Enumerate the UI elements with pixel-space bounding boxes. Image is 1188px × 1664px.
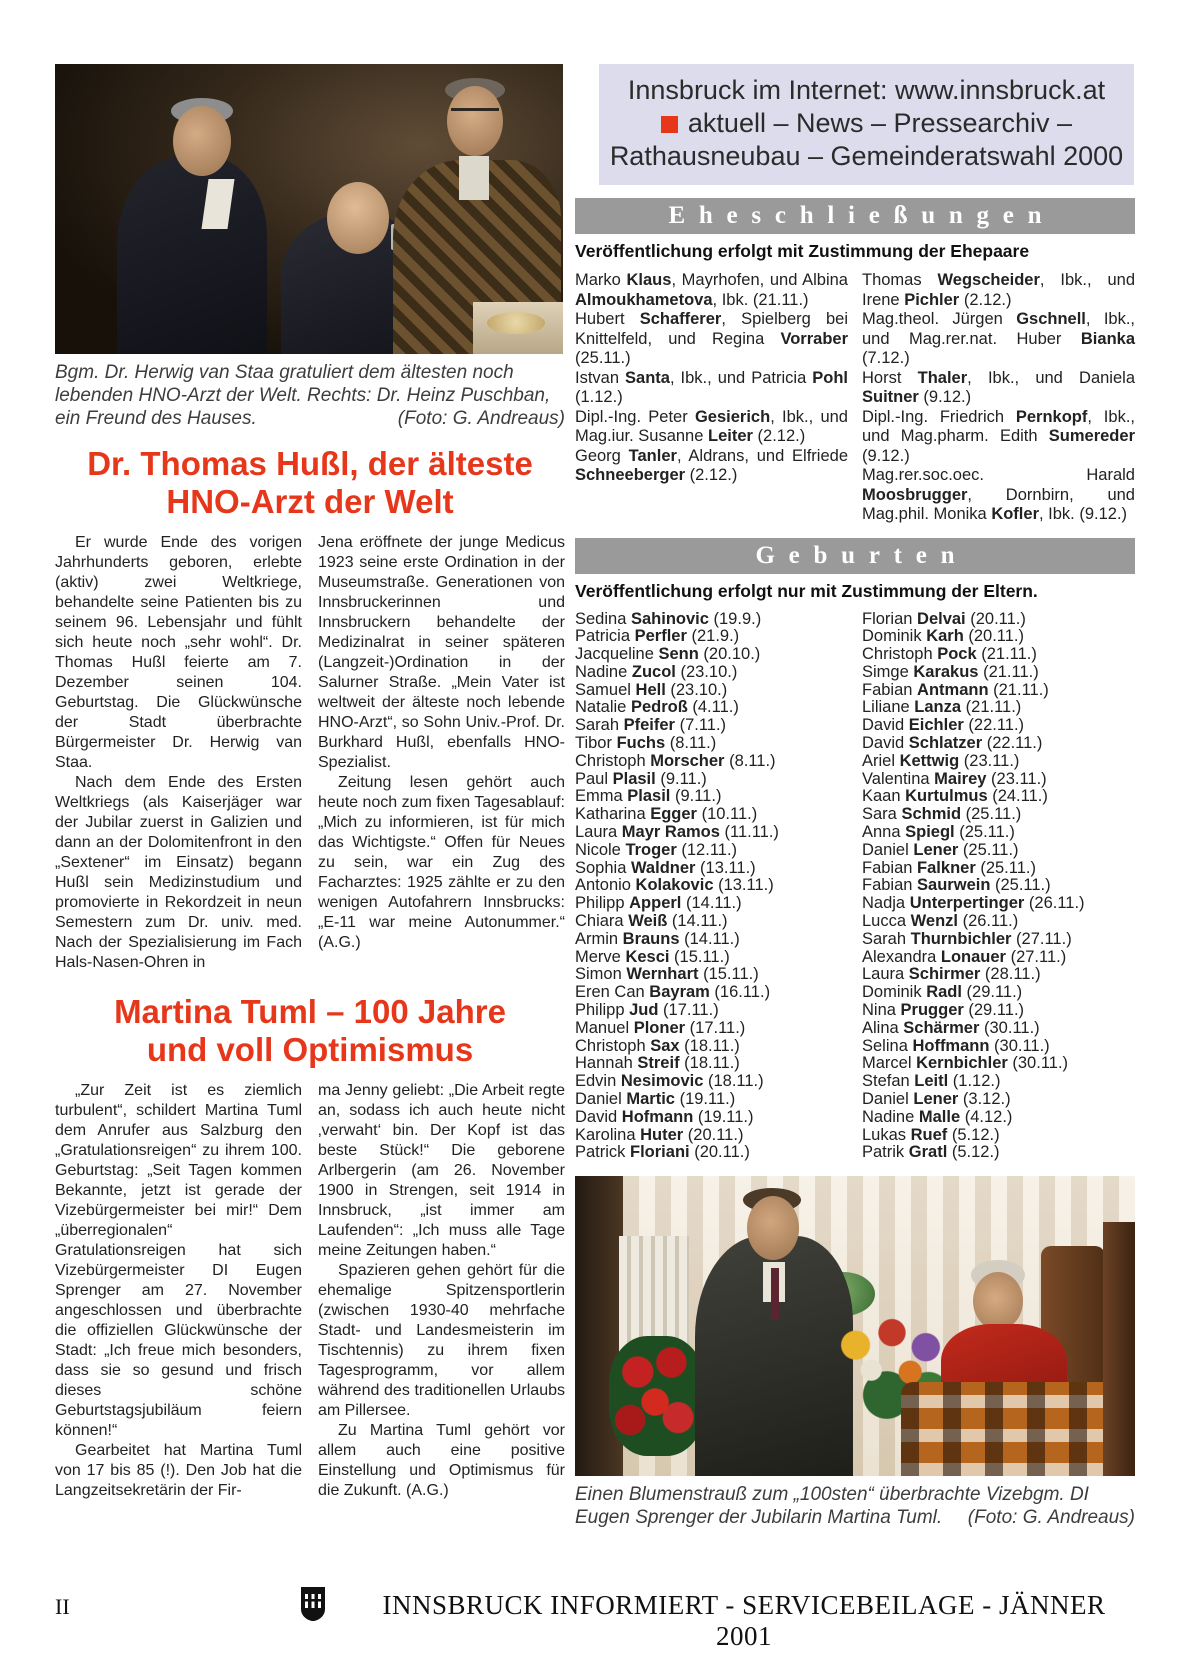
birth-entry: Alexandra Lonauer (27.11.) [862,948,1067,966]
birth-entry: Ariel Kettwig (23.11.) [862,752,1020,770]
photo-figure-van-staa [117,156,267,354]
marriage-entry: Mag.rer.soc.oec. Harald Moosbrugger, Dornbirn, und Mag.phil. Monika Kofler, Ibk. (9.12.) [862,466,1135,523]
photo-plate-shape [487,312,545,334]
photo-van-staa-congratulation [55,64,563,354]
article2-headline [55,993,565,1069]
paragraph: ma Jenny geliebt: „Die Arbeit regte an, sodass ich auch heute nicht ‚verwaht‘ bin. Der Kopf ist das beste Stück!“ Die geborene Arlbergerin (am 26. November 1900 in Strengen, seit 1914 in Innsbruck, „ist immer am Laufenden“: „Ich muss alle Tage meine Zeitungen haben.“ [318,1082,565,1259]
birth-entry: Sedina Sahinovic (19.9.) [575,610,762,628]
footer-title: INNSBRUCK INFORMIERT - SERVICEBEILAGE - JÄNNER 2001 [382,1590,1106,1651]
article1-column-1 [55,533,302,973]
birth-entry: David Schlatzer (22.11.) [862,735,1043,753]
right-column [575,64,1135,1529]
marriage-entry: Marko Klaus, Mayrhofen, und Albina Almoukhametova, Ibk. (21.11.) [575,271,848,309]
paragraph: Er wurde Ende des vorigen Jahrhunderts geboren, erlebte (aktiv) zwei Weltkriege, behandelte seine Patienten bis zu seinem 96. Lebensjahr und fühlt sich heute noch „sehr wohl“. Dr. Thomas Hußl feierte am 7. Dezember seinen 104. Geburtstag. Die Glückwünsche der Stadt überbrachte Bürgermeister Dr. Herwig van Staa. [55,534,302,771]
birth-entry: Marcel Kernbichler (30.11.) [862,1055,1069,1073]
birth-entry: Valentina Mairey (23.11.) [862,770,1047,788]
birth-entry: Simge Karakus (21.11.) [862,663,1039,681]
birth-entry: Daniel Lener (25.11.) [862,841,1019,859]
section-header-marriages: Eheschließungen [575,198,1135,234]
photo-shirt-shape [459,156,489,200]
birth-entry: Fabian Falkner (25.11.) [862,859,1036,877]
paragraph: Jena eröffnete der junge Medicus 1923 seine erste Ordination in der Museumstraße. Generationen von Innsbruckerinnen und Innsbruckern behandelte der Medizinalrat in seiner späteren (Langzeit-)Ordination in der Salurner Straße. „Mein Vater ist weltweit der älteste noch lebende HNO-Arzt“, so Sohn Univ.-Prof. Dr. Burkhard Hußl, ebenfalls HNO-Spezialist. [318,534,565,771]
photo-tie-shape [771,1268,779,1320]
birth-entry: Nadine Zucol (23.10.) [575,663,738,681]
births-list [575,611,1135,1163]
birth-entry: David Hofmann (19.11.) [575,1108,754,1126]
birth-entry: Natalie Pedroß (4.11.) [575,699,739,717]
paragraph: Spazieren gehen gehört für die ehemalige Spitzensportlerin (zwischen 1930-40 mehrfache Stadt- und Landesmeisterin im Tischtennis) zu ihrem fixen Tagesprogramm, vor allem während des traditionellen Urlaubs am Pillersee. [318,1262,565,1419]
photo-sprenger-tuml [575,1176,1135,1476]
paragraph: Zeitung lesen gehört auch heute noch zum fixen Tagesablauf: „Mich zu informieren, ist für mich das Wichtigste.“ Offen für Neues zu sein, war ein Zug des Facharztes: 1925 zählte er zu den wenigen Autofahrern Innsbrucks: „E-11 war meine Autonummer.“ (A.G.) [318,774,565,951]
birth-entry: Jacqueline Senn (20.10.) [575,646,761,664]
marriage-entry: Istvan Santa, Ibk., und Patricia Pohl (1.12.) [575,368,848,406]
birth-entry: Hannah Streif (18.11.) [575,1055,740,1073]
marriages-list [575,271,1135,525]
birth-entry: Simon Wernhart (15.11.) [575,966,759,984]
photo2-caption [575,1483,1135,1529]
birth-entry: Sarah Thurnbichler (27.11.) [862,930,1072,948]
birth-entry: Philipp Jud (17.11.) [575,1002,719,1020]
article1-headline [55,445,565,521]
birth-entry: Selina Hoffmann (30.11.) [862,1037,1050,1055]
marriage-entry: Mag.theol. Jürgen Gschnell, Ibk., und Mag.rer.nat. Huber Bianka (7.12.) [862,310,1135,367]
birth-entry: Nicole Troger (12.11.) [575,841,738,859]
article2-column-1 [55,1081,302,1501]
photo-chair-shape [1103,1222,1135,1476]
page-number: II [55,1594,70,1619]
photo-face-shape [747,1196,799,1260]
birth-entry: Alina Schärmer (30.11.) [862,1019,1040,1037]
paragraph: Martina Tuml – 100 Jahre [114,993,506,1030]
birth-entry: Sara Schmid (25.11.) [862,806,1022,824]
photo-face-shape [447,86,503,156]
photo2-caption-text: Einen Blumenstrauß zum „100sten“ überbrachte Vizebgm. DI Eugen Sprenger der Jubilarin Martina Tuml. [575,1484,1089,1529]
banner-line3: Rathausneubau – Gemeinderatswahl 2000 [609,141,1124,171]
article2-column-2 [318,1081,565,1501]
marriages-note: Veröffentlichung erfolgt mit Zustimmung der Ehepaare [575,241,1030,261]
birth-entry: Fabian Saurwein (25.11.) [862,877,1051,895]
birth-entry: Daniel Martic (19.11.) [575,1091,736,1109]
birth-entry: Christoph Morscher (8.11.) [575,752,776,770]
birth-entry: Kaan Kurtulmus (24.11.) [862,788,1048,806]
banner-line2-text: aktuell – News – Pressearchiv – [687,108,1073,138]
birth-entry: Patricia Perfler (21.9.) [575,628,740,646]
birth-entry: Nadja Unterpertinger (26.11.) [862,895,1085,913]
marriage-entry: Hubert Schafferer, Spielberg bei Knittelfeld, und Regina Vorraber (25.11.) [575,310,848,367]
photo-face-shape [173,106,231,176]
photo-poinsettia-shape [609,1336,705,1456]
birth-entry: Patrick Floriani (20.11.) [575,1144,750,1162]
paragraph: Zu Martina Tuml gehört vor allem auch eine positive Einstellung und Optimismus für die Zukunft. (A.G.) [318,1422,565,1499]
photo2-credit: (Foto: G. Andreaus) [967,1507,1135,1529]
marriage-entry: Thomas Wegscheider, Ibk., und Irene Pichler (2.12.) [862,271,1135,309]
birth-entry: Armin Brauns (14.11.) [575,930,740,948]
innsbruck-crest-logo [300,1586,326,1627]
birth-entry: Sophia Waldner (13.11.) [575,859,756,877]
marriages-column-1 [575,271,848,525]
photo1-caption-text: Bgm. Dr. Herwig van Staa gratuliert dem ältesten noch lebenden HNO-Arzt der Welt. Rechts: Dr. Heinz Puschban, ein Freund des Hauses. [55,362,551,429]
marriage-entry: Dipl.-Ing. Friedrich Pernkopf, Ibk., und Mag.pharm. Edith Sumereder (9.12.) [862,407,1135,465]
paragraph: Nach dem Ende des Ersten Weltkriegs (als Kaiserjäger war der Jubilar zuerst in Galizien und dann an der Dolomitenfront in den „Sextener“ im Einsatz) begann Hußl sein Medizinstudium und promovierte in Rekordzeit in neun Semestern zum Dr. univ. med. Nach der Spezialisierung im Fach Hals-Nasen-Ohren in [55,774,302,971]
birth-entry: Anna Spiegl (25.11.) [862,824,1015,842]
birth-entry: Lucca Wenzl (26.11.) [862,913,1019,931]
paragraph: und voll Optimismus [146,1031,474,1068]
birth-entry: Florian Delvai (20.11.) [862,610,1026,628]
birth-entry: Daniel Lener (3.12.) [862,1091,1011,1109]
photo-face-shape-tuml [973,1272,1023,1330]
birth-entry: Lukas Ruef (5.12.) [862,1126,1000,1144]
photo1-caption [55,361,565,430]
birth-entry: David Eichler (22.11.) [862,717,1025,735]
photo-face-shape [327,182,389,254]
birth-entry: Samuel Hell (23.10.) [575,681,728,699]
births-column-1 [575,611,848,1163]
birth-entry: Karolina Huter (20.11.) [575,1126,744,1144]
birth-entry: Nina Prugger (29.11.) [862,1002,1025,1020]
paragraph: Gearbeitet hat Martina Tuml von 17 bis 85 (!). Den Job hat die Langzeitsekretärin der Fir- [55,1442,302,1499]
births-note: Veröffentlichung erfolgt nur mit Zustimmung der Eltern. [575,580,1038,601]
photo-glasses-shape [451,108,499,118]
birth-entry: Manuel Ploner (17.11.) [575,1019,746,1037]
birth-entry: Laura Schirmer (28.11.) [862,966,1041,984]
left-column [55,64,565,1501]
marriage-entry: Georg Tanler, Aldrans, und Elfriede Schneeberger (2.12.) [575,446,848,484]
birth-entry: Dominik Radl (29.11.) [862,984,1023,1002]
birth-entry: Nadine Malle (4.12.) [862,1108,1013,1126]
marriages-column-2 [862,271,1135,525]
birth-entry: Antonio Kolakovic (13.11.) [575,877,774,895]
birth-entry: Dominik Karh (20.11.) [862,628,1025,646]
birth-entry: Liliane Lanza (21.11.) [862,699,1022,717]
birth-entry: Paul Plasil (9.11.) [575,770,707,788]
birth-entry: Merve Kesci (15.11.) [575,948,730,966]
birth-entry: Edvin Nesimovic (18.11.) [575,1073,764,1091]
birth-entry: Eren Can Bayram (16.11.) [575,984,771,1002]
birth-entry: Tibor Fuchs (8.11.) [575,735,717,753]
photo1-credit: (Foto: G. Andreaus) [397,408,565,429]
birth-entry: Sarah Pfeifer (7.11.) [575,717,727,735]
births-column-2 [862,611,1135,1163]
paragraph: Dr. Thomas Hußl, der älteste [87,445,533,482]
birth-entry: Stefan Leitl (1.12.) [862,1073,1001,1091]
birth-entry: Chiara Weiß (14.11.) [575,913,728,931]
paragraph: „Zur Zeit ist es ziemlich turbulent“, schildert Martina Tuml dem Anrufer aus Salzburg den „Gratulationsreigen“ zu ihrem 100. Geburtstag: „Seit Tagen kommen Bekannte, jetzt ist gerade der Vizebürgermeister bei mir!“ Dem „überregionalen“ Gratulationsreigen hat sich Vizebürgermeister DI Eugen Sprenger am 27. November angeschlossen und überbrachte die offiziellen Glückwünsche der Stadt: „Ich freue mich besonders, dass sie so gesund und frisch dieses schöne Geburtstagsjubiläum feiern können!“ [55,1082,302,1439]
internet-banner [599,64,1134,185]
marriage-entry: Dipl.-Ing. Peter Gesierich, Ibk., und Mag.iur. Susanne Leiter (2.12.) [575,407,848,445]
birth-entry: Fabian Antmann (21.11.) [862,681,1049,699]
banner-line1: Innsbruck im Internet: www.innsbruck.at [627,75,1106,105]
birth-entry: Emma Plasil (9.11.) [575,788,722,806]
birth-entry: Katharina Egger (10.11.) [575,806,758,824]
birth-entry: Philipp Apperl (14.11.) [575,895,742,913]
birth-entry: Patrik Gratl (5.12.) [862,1144,1000,1162]
paragraph: HNO-Arzt der Welt [166,483,454,520]
birth-entry: Christoph Pock (21.11.) [862,646,1037,664]
red-square-bullet [661,116,678,133]
banner-line2 [605,107,1128,140]
birth-entry: Laura Mayr Ramos (11.11.) [575,824,779,842]
birth-entry: Christoph Sax (18.11.) [575,1037,740,1055]
article2-body [55,1081,565,1501]
photo-plaid-blanket-shape [901,1382,1115,1476]
article1-body [55,533,565,973]
article1-column-2 [318,533,565,973]
page-footer [55,1586,1133,1651]
section-header-births: Geburten [575,538,1135,574]
marriage-entry: Horst Thaler, Ibk., und Daniela Suitner (9.12.) [862,368,1135,406]
